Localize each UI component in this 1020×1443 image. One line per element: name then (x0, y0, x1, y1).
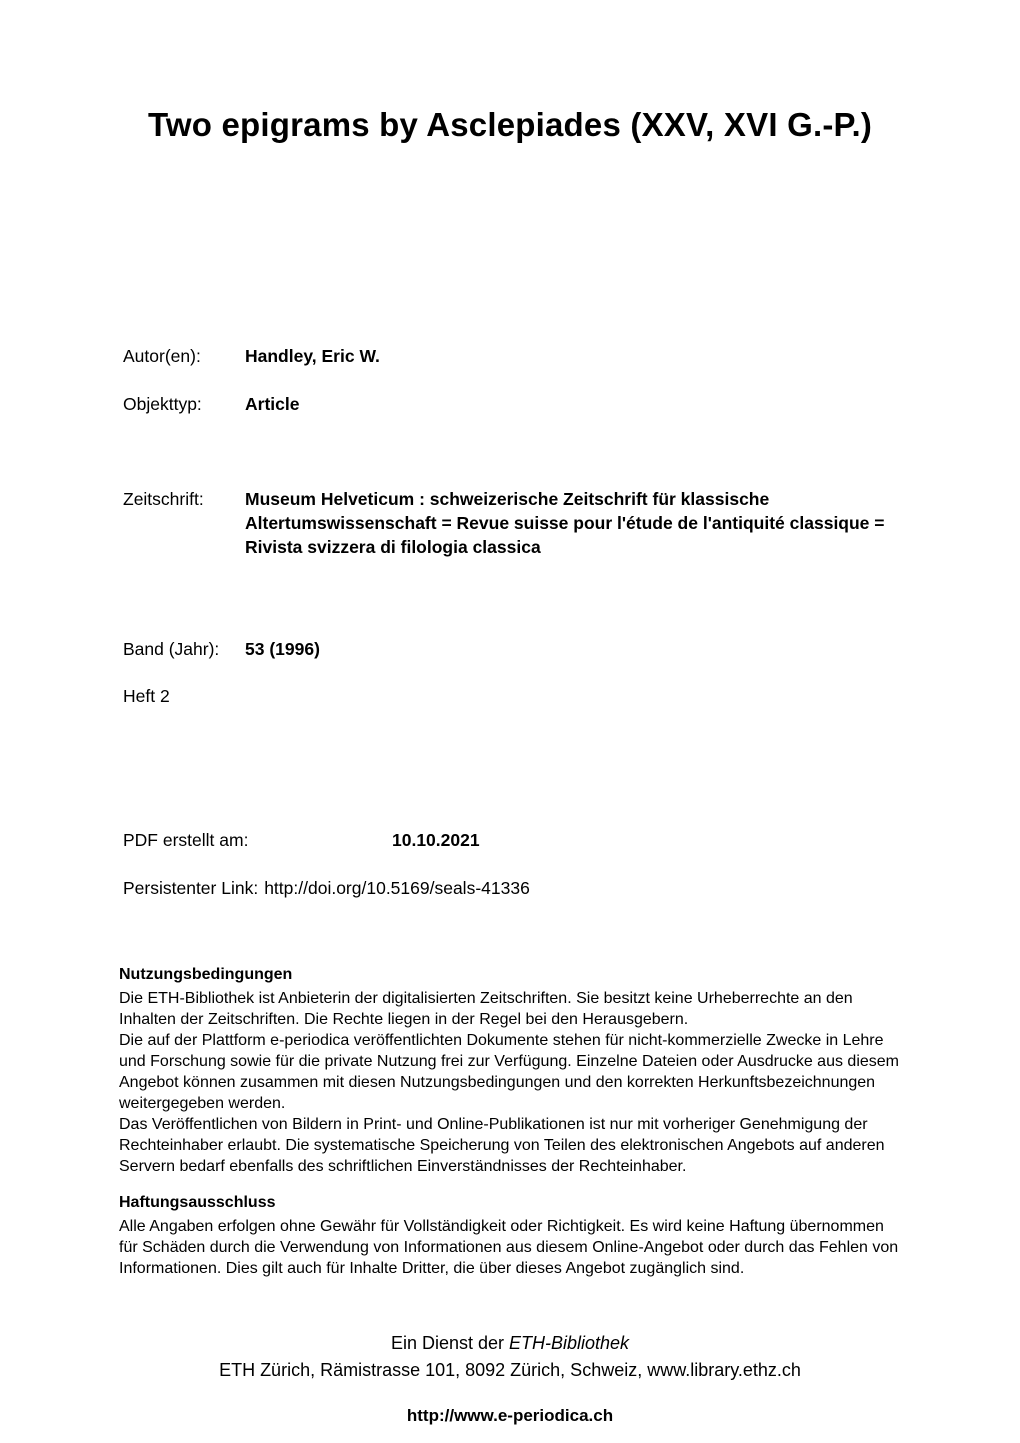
heft-value: Heft 2 (123, 686, 170, 706)
pdf-created-value: 10.10.2021 (392, 830, 480, 850)
terms-paragraph: Die ETH-Bibliothek ist Anbieterin der digitalisierten Zeitschriften. Sie besitzt keine Urheberrechte an den Inhalten der Zeitschriften. Die Rechte liegen in der Regel bei den Herausgebern. (119, 990, 853, 1028)
terms-paragraph: Das Veröffentlichen von Bildern in Print- und Online-Publikationen ist nur mit vorheriger Genehmigung der Rechteinhaber erlaubt. Die systematische Speicherung von Teilen des elektronischen Angebots auf anderen Servern bedarf ebenfalls des schriftlichen Einverständnisses der Rechteinhaber. (119, 1116, 885, 1175)
journal-row (123, 487, 893, 559)
article-title: Two epigrams by Asclepiades (XXV, XVI G.-P.) (147, 106, 873, 143)
pdf-created-label: PDF erstellt am: (123, 830, 249, 850)
footer-site-url (0, 1404, 1020, 1428)
terms-heading: Nutzungsbedingungen (119, 966, 293, 983)
journal-label: Zeitschrift: (123, 489, 204, 509)
objecttype-value: Article (245, 394, 300, 414)
author-label: Autor(en): (123, 346, 201, 366)
footer-service-name: ETH-Bibliothek (509, 1333, 630, 1353)
heft-row (123, 684, 245, 708)
footer-address-line: ETH Zürich, Rämistrasse 101, 8092 Zürich, Schweiz, www.library.ethz.ch (219, 1360, 801, 1380)
band-value: 53 (1996) (245, 639, 320, 659)
persistent-link-row (123, 876, 530, 900)
objecttype-row (123, 392, 893, 416)
pdf-created-row (123, 828, 1020, 852)
band-label: Band (Jahr): (123, 639, 220, 659)
e-periodica-url[interactable]: http://www.e-periodica.ch (406, 1406, 614, 1425)
author-value: Handley, Eric W. (245, 346, 380, 366)
disclaimer-heading: Haftungsausschluss (119, 1194, 276, 1211)
author-row (123, 344, 893, 368)
journal-value: Museum Helveticum : schweizerische Zeitschrift für klassische Altertumswissenschaft = Revue suisse pour l'étude de l'antiquité classique = Rivista svizzera di filologia classica (245, 489, 885, 557)
disclaimer-paragraph: Alle Angaben erfolgen ohne Gewähr für Vollständigkeit oder Richtigkeit. Es wird keine Haftung übernommen für Schäden durch die Verwendung von Informationen aus diesem Online-Angebot oder durch das Fehlen von Informationen. Dies gilt auch für Inhalte Dritter, die über dieses Angebot zugänglich sind. (119, 1218, 899, 1277)
footer-service-line (0, 1331, 1020, 1355)
disclaimer-text (119, 1216, 901, 1279)
band-row (123, 637, 893, 661)
objecttype-label: Objekttyp: (123, 394, 202, 414)
persistent-link-label: Persistenter Link: (123, 878, 259, 898)
terms-paragraph: Die auf der Plattform e-periodica veröffentlichten Dokumente stehen für nicht-kommerzielle Zwecke in Lehre und Forschung sowie für die private Nutzung frei zur Verfügung. Einzelne Dateien oder Ausdrucke aus diesem Angebot können zusammen mit diesen Nutzungsbedingungen und den korrekten Herkunftsbezeichnungen weitergegeben werden. (119, 1032, 899, 1112)
persistent-link-url[interactable]: http://doi.org/10.5169/seals-41336 (264, 878, 530, 898)
footer-service-prefix: Ein Dienst der (390, 1333, 504, 1353)
terms-text (119, 988, 901, 1177)
